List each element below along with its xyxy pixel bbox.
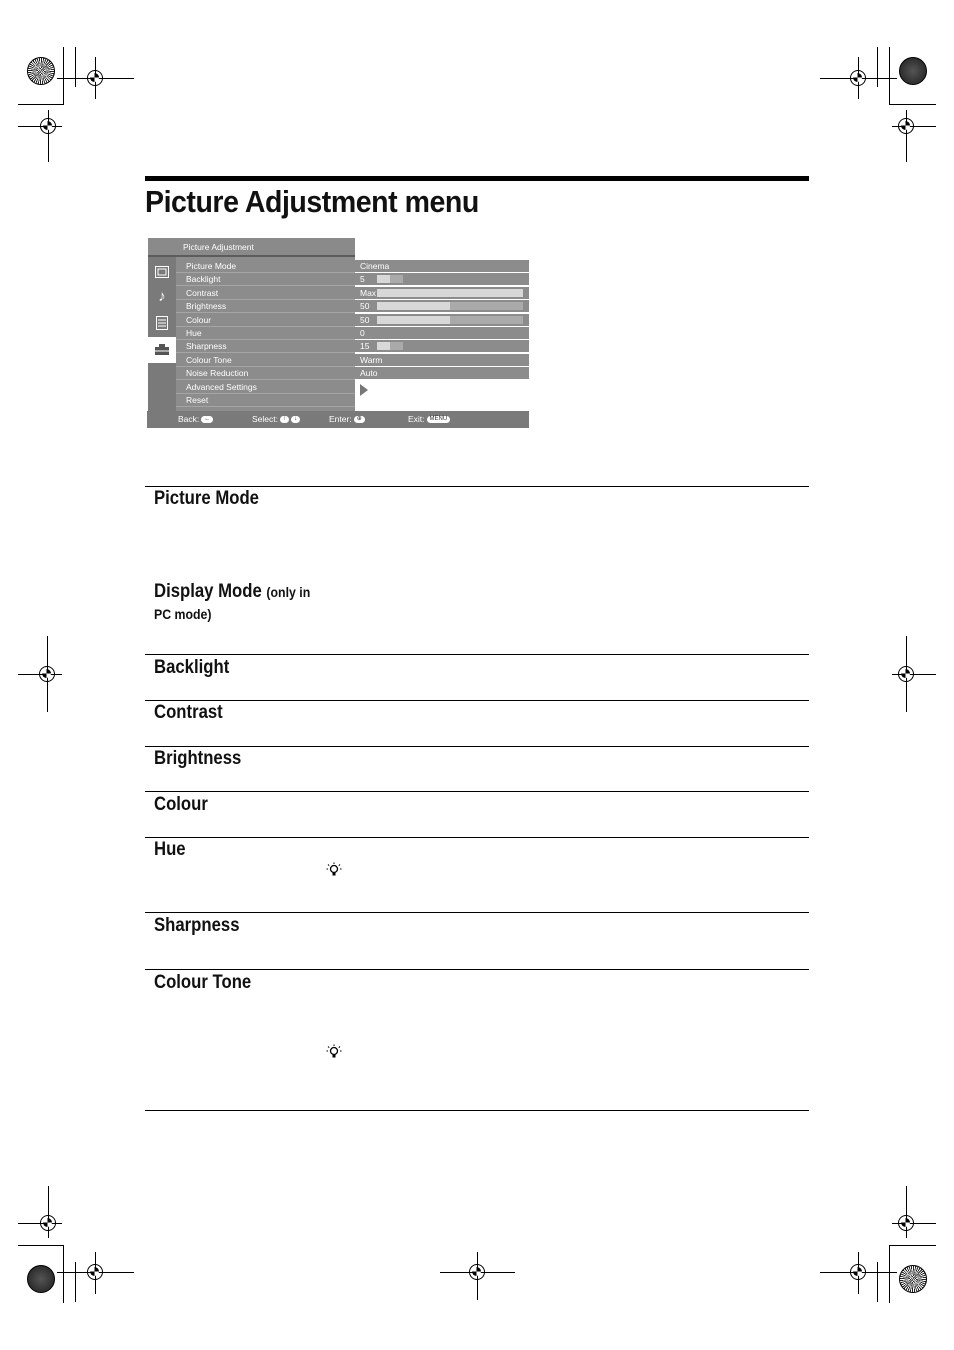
osd-row-value[interactable] (355, 314, 529, 326)
divider (145, 486, 809, 487)
page-title: Picture Adjustment menu (145, 184, 479, 219)
osd-row-label[interactable]: Noise Reduction (176, 367, 355, 380)
osd-value-text: 0 (360, 328, 365, 338)
features-icon[interactable] (150, 311, 174, 335)
registration-mark (469, 1264, 485, 1280)
osd-value-text: 5 (360, 274, 365, 285)
divider (145, 746, 809, 747)
divider (145, 912, 809, 913)
level-bar[interactable] (377, 289, 523, 297)
registration-mark (40, 1215, 56, 1231)
osd-row-value[interactable] (355, 327, 529, 339)
registration-mark (40, 118, 56, 134)
osd-row-label[interactable]: Picture Mode (176, 260, 355, 273)
enter-icon: ⊕ (354, 416, 365, 423)
osd-row-value[interactable] (355, 260, 529, 272)
lightbulb-tip-icon (326, 862, 342, 878)
osd-header: Picture Adjustment (148, 238, 355, 257)
osd-row-label[interactable]: Colour (176, 314, 355, 327)
osd-value-text: Warm (360, 354, 383, 365)
dark-disc-mark (27, 1265, 55, 1293)
registration-mark (898, 1215, 914, 1231)
section-brightness: Brightness (154, 748, 242, 769)
osd-footer (147, 411, 529, 428)
osd-row-value[interactable] (355, 354, 529, 366)
level-bar[interactable] (377, 302, 523, 310)
divider (145, 969, 809, 970)
registration-mark (898, 666, 914, 682)
footer-select: Select: ↑ ↓ (252, 411, 300, 428)
section-backlight: Backlight (154, 657, 230, 678)
osd-row-label[interactable]: Colour Tone (176, 354, 355, 367)
section-picture-mode: Picture Mode (154, 488, 259, 509)
footer-enter: Enter: ⊕ (329, 411, 365, 428)
lightbulb-tip-icon (326, 1044, 342, 1060)
sunburst-mark (899, 1265, 927, 1293)
registration-mark (850, 1264, 866, 1280)
divider (145, 654, 809, 655)
section-display-mode: Display Mode (only in PC mode) (154, 581, 311, 622)
down-arrow-icon: ↓ (291, 416, 300, 423)
osd-sidebar (148, 257, 176, 411)
osd-value-text: Max (360, 287, 377, 298)
sound-icon[interactable]: ♪ (158, 288, 166, 305)
osd-row-value[interactable] (355, 273, 529, 285)
section-colour-tone: Colour Tone (154, 972, 252, 993)
registration-mark (87, 70, 103, 86)
osd-row-label[interactable]: Sharpness (176, 340, 355, 353)
osd-menu (147, 238, 529, 428)
osd-value-text: 50 (360, 314, 370, 325)
divider (145, 1110, 809, 1111)
osd-value-text: Cinema (360, 261, 390, 271)
level-bar-fill (377, 275, 390, 283)
divider (145, 700, 809, 701)
sunburst-mark (27, 57, 55, 85)
osd-row-label[interactable]: Contrast (176, 287, 355, 300)
up-arrow-icon: ↑ (280, 416, 289, 423)
osd-value-text: 15 (360, 341, 370, 352)
divider (145, 837, 809, 838)
osd-row-label[interactable]: Backlight (176, 273, 355, 286)
osd-row-value[interactable] (355, 300, 529, 312)
osd-row-value[interactable] (355, 367, 529, 379)
level-bar[interactable] (377, 342, 403, 350)
osd-value-text: Auto (360, 368, 378, 379)
section-hue: Hue (154, 839, 186, 860)
divider (145, 791, 809, 792)
level-bar[interactable] (377, 316, 523, 324)
osd-row-label[interactable]: Reset (176, 394, 355, 407)
registration-mark (898, 118, 914, 134)
osd-row-value[interactable] (355, 287, 529, 299)
footer-back: Back: ← (178, 411, 213, 428)
section-contrast: Contrast (154, 702, 223, 723)
osd-value-text: 50 (360, 301, 370, 312)
registration-mark (39, 666, 55, 682)
osd-row-label[interactable]: Advanced Settings (176, 381, 355, 394)
level-bar-fill (377, 302, 450, 310)
registration-mark (850, 70, 866, 86)
osd-row-label[interactable]: Hue (176, 327, 355, 340)
level-bar-fill (377, 316, 450, 324)
dark-disc-mark (899, 57, 927, 85)
osd-label-column (176, 257, 355, 411)
title-rule (145, 176, 809, 181)
section-colour: Colour (154, 794, 208, 815)
osd-row-value[interactable] (355, 340, 529, 352)
picture-icon[interactable] (150, 260, 174, 284)
registration-mark (87, 1264, 103, 1280)
level-bar[interactable] (377, 275, 403, 283)
setup-icon[interactable] (148, 337, 176, 363)
level-bar-fill (377, 289, 523, 297)
section-sharpness: Sharpness (154, 915, 240, 936)
back-arrow-icon: ← (201, 416, 213, 423)
footer-exit: Exit: MENU (408, 411, 450, 428)
submenu-arrow-icon[interactable] (360, 384, 368, 396)
osd-row-label[interactable]: Brightness (176, 300, 355, 313)
level-bar-fill (377, 342, 390, 350)
menu-key: MENU (427, 416, 451, 423)
